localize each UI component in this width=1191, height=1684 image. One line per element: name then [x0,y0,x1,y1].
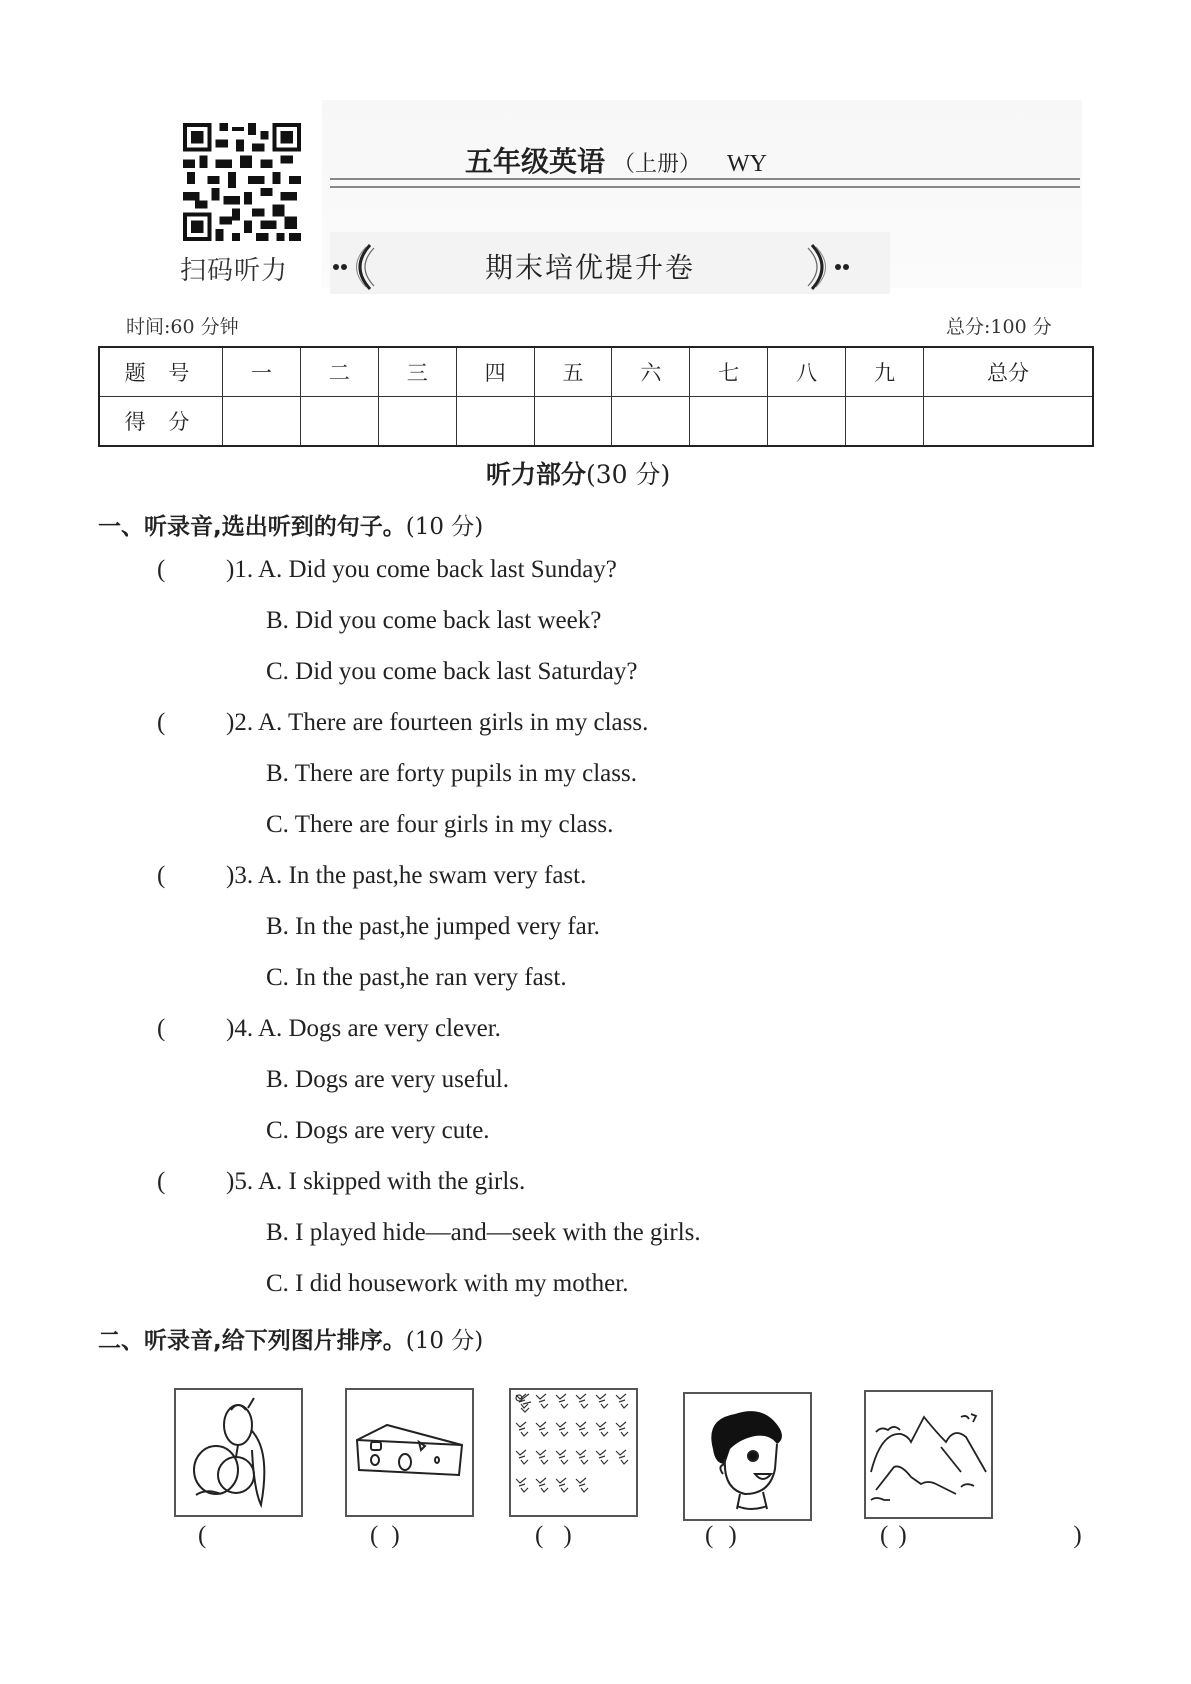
header-cell: 八 [768,347,846,397]
birds-icon [511,1390,636,1515]
mountains-icon [866,1392,991,1517]
score-cell[interactable] [534,397,612,447]
picture-3-answer-blank[interactable]: ( ) [535,1522,737,1549]
question-text: 二、听录音,给下列图片排序。 [98,1328,406,1354]
header-cell: 三 [378,347,456,397]
item-number: )2. A. There are fourteen girls in my class. [226,709,649,736]
question-points: (10 分) [405,1328,484,1354]
score-cell[interactable] [768,397,846,447]
option-c: C. Did you come back last Saturday? [266,658,638,685]
mountains-picture [864,1390,993,1519]
score-cell[interactable] [300,397,378,447]
boy-icon [685,1394,810,1519]
book-title [465,140,767,180]
score-cell[interactable] [378,397,456,447]
section-points: (30 分) [586,460,671,489]
header-cell: 一 [223,347,301,397]
answer-blank[interactable]: ( [157,862,166,889]
option-a: A. I skipped with the girls. [257,1168,526,1195]
ornament-left-icon [330,242,380,296]
option-b: B. Dogs are very useful. [266,1066,509,1093]
score-cell[interactable] [223,397,301,447]
section-title: 听力部分 [486,460,587,489]
picture-1-answer-blank[interactable]: ( ) [198,1522,400,1549]
option-a: A. In the past,he swam very fast. [257,862,587,889]
header-cell: 五 [534,347,612,397]
option-b: B. Did you come back last week? [266,607,602,634]
question-points: (10 分) [405,514,484,540]
option-b: B. I played hide—and—seek with the girls. [266,1219,701,1246]
score-table-header-row [99,347,1093,397]
item-number: )3. A. In the past,he swam very fast. [226,862,587,889]
header-cell: 二 [300,347,378,397]
birds-picture [509,1388,638,1517]
option-a: A. Dogs are very clever. [257,1015,501,1042]
cheese-picture [345,1388,474,1517]
option-b: B. In the past,he jumped very far. [266,913,600,940]
option-a: A. Did you come back last Sunday? [257,556,617,583]
option-c: C. I did housework with my mother. [266,1270,629,1297]
paper-title: 期末培优提升卷 [485,251,696,284]
answer-blank[interactable]: ( [157,556,166,583]
exam-time: 时间:60 分钟 [126,316,239,338]
book-title-text: 五年级英语 [465,145,606,178]
qr-label: 扫码听力 [180,256,289,286]
score-table-score-row [99,397,1093,447]
ornament-right-icon [802,242,852,296]
answer-blank[interactable]: ( [157,709,166,736]
score-cell[interactable] [846,397,924,447]
item-number: )4. A. Dogs are very clever. [226,1015,501,1042]
listening-section-heading [486,455,670,491]
picture-5-answer-blank[interactable]: ( ) [880,1522,1082,1549]
option-c: C. In the past,he ran very fast. [266,964,567,991]
picture-2-answer-blank[interactable]: ( ) [370,1522,572,1549]
option-c: C. There are four girls in my class. [266,811,614,838]
score-table [98,346,1094,447]
score-row-label: 得 分 [99,397,223,447]
score-cell[interactable] [612,397,690,447]
header-cell: 四 [456,347,534,397]
answer-blank[interactable]: ( [157,1168,166,1195]
header-cell: 七 [690,347,768,397]
title-double-rule [330,178,1080,188]
exam-total-score: 总分:100 分 [946,316,1052,338]
item-number: )1. A. Did you come back last Sunday? [226,556,617,583]
item-number: )5. A. I skipped with the girls. [226,1168,526,1195]
cheese-icon [347,1390,472,1515]
score-cell[interactable] [456,397,534,447]
picture-4-answer-blank[interactable]: ( ) [705,1522,907,1549]
qr-code-icon[interactable] [183,123,301,241]
answer-blank[interactable]: ( [157,1015,166,1042]
fruits-icon [176,1390,301,1515]
question-1-title [98,508,483,541]
book-code: WY [727,151,768,177]
score-cell-total[interactable] [924,397,1094,447]
option-c: C. Dogs are very cute. [266,1117,490,1144]
question-text: 一、听录音,选出听到的句子。 [98,514,406,540]
question-2-title [98,1322,483,1355]
score-cell[interactable] [690,397,768,447]
header-cell: 总分 [924,347,1094,397]
book-volume: （上册） [613,152,702,177]
header-cell: 题 号 [99,347,223,397]
header-cell: 六 [612,347,690,397]
option-b: B. There are forty pupils in my class. [266,760,637,787]
fruits-picture [174,1388,303,1517]
boy-picture [683,1392,812,1521]
option-a: A. There are fourteen girls in my class. [257,709,649,736]
header-cell: 九 [846,347,924,397]
